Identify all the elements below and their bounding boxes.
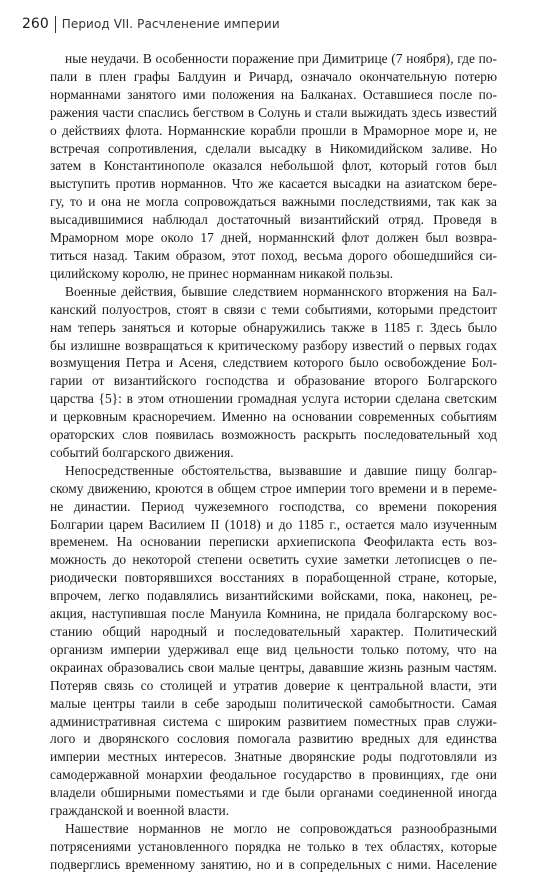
running-head-title: Период VII. Расчленение империи (61, 17, 280, 31)
text-line: Нашествие норманнов не могло не сопровождаться разнообразными (65, 820, 497, 836)
text-line: самодержавной монархии феодальное государство в провинциях, где они (50, 767, 497, 783)
text-line: окраинах образовались свои малые центры, дававшие жизнь разным частям. (50, 659, 497, 675)
text-line: гу, то и она не могла сопровождаться важными последствиями, так как за (50, 194, 497, 210)
text-line: затем в Константинополе оказался небольшой флот, который готов был (50, 158, 497, 174)
text-line: станию общий народный и последовательный характер. Политический (50, 624, 497, 639)
paragraph (50, 820, 497, 874)
text-line: царства {5}: в этом отношении громадная услуга истории сделана светским (50, 391, 497, 407)
paragraph (50, 283, 497, 462)
text-line: ораторских слов появилась возможность раскрыть последовательный ход (50, 427, 497, 443)
running-head (22, 14, 500, 34)
text-line: малые центры таили в себе зародыш политической самобытности. Самая (50, 695, 497, 711)
text-line: лого и дворянского сословия помогала развитию вредных для единства (50, 731, 497, 747)
text-line: можность до некоторой степени осветить сухие заметки летописцев о пе- (50, 552, 497, 568)
text-line: впрочем, легко подавлялись византийскими войсками, пока, наконец, ре- (50, 588, 497, 604)
text-line: высадившимися наблюдал достаточный византийский отряд. Проведя в (50, 212, 497, 228)
text-line: не династии. Период чужеземного господства, со времени покорения (50, 498, 497, 514)
text-line: выступить против норманнов. Что же касается высадки на азиатском бере- (50, 176, 497, 192)
text-line: акция, наступившая после Мануила Комнина, не придала болгарскому вос- (50, 606, 497, 622)
header-divider (55, 16, 56, 33)
text-line: Болгарии царем Василием II (1018) и до 1185 г., остается мало изученным (50, 516, 497, 532)
text-line: империи местных интересов. Знатные дворянские роды подготовляли из (50, 749, 497, 765)
text-line: административная система с широким развитием поместных прав служи- (50, 713, 497, 729)
text-line: о действиях флота. Норманнские корабли прошли в Мраморное море и, не (50, 122, 497, 138)
text-line: подверглись временному занятию, но и в сопредельных с ними. Население (50, 856, 497, 872)
text-line: титься назад. Таким образом, этот поход, весьма дорого обошедшийся си- (50, 247, 497, 263)
text-line: ражения части спаслись бегством в Солунь и стали выжидать здесь известий (50, 104, 497, 120)
text-line: событий болгарского движения. (50, 444, 234, 460)
text-line: цилийскому королю, не принес норманнам никакой пользы. (50, 265, 394, 281)
text-line: встречая сопротивления, сделали высадку в Никомидийском заливе. Но (50, 140, 497, 156)
paragraph (50, 50, 497, 283)
text-line: ные неудачи. В особенности поражение при Димитрице (7 ноября), где по- (65, 51, 497, 66)
paragraph (50, 462, 497, 820)
text-line: канский полуостров, стоят в связи с теми событиями, которыми предстоит (50, 301, 497, 317)
text-line: организм империи удерживал еще вид цельности только потому, что на (50, 641, 497, 657)
text-line: гарии от византийского господства и образование второго Болгарского (50, 373, 497, 389)
text-line: бы излишне возвращаться к критическому разбору известий о первых годах (50, 337, 497, 353)
text-line: потрясениями установленного порядка не только в тех областях, которые (50, 838, 497, 854)
text-line: временем. На основании переписки архиепископа Феофилакта есть воз- (50, 534, 497, 550)
text-line: пали в плен графы Балдуин и Ричард, означало окончательную потерю (50, 68, 497, 84)
body-text (50, 50, 497, 874)
page-number: 260 (22, 16, 49, 32)
text-line: Мраморном море около 17 дней, норманнский флот должен был возвра- (50, 230, 497, 246)
text-line: риодически повторявшихся восстаниях в порабощенной стране, которые, (50, 570, 497, 586)
text-line: Военные действия, бывшие следствием норманнского вторжения на Бал- (65, 283, 497, 299)
text-line: скому движению, кроются в общем строе империи того времени и в переме- (50, 480, 497, 496)
text-line: и церковным красноречием. Именно на основании современных событиям (50, 409, 497, 425)
text-line: Потеряв связь со столицей и утратив доверие к центральной власти, эти (50, 677, 497, 693)
text-line: гражданской и военной власти. (50, 803, 230, 819)
text-line: нам теперь заняться и которые обнаружились также в 1185 г. Здесь было (50, 319, 497, 335)
text-line: владели обширными поместьями и где были органами соединенной иногда (50, 785, 497, 801)
text-line: возмущения Петра и Асеня, следствием которого было освобождение Бол- (50, 355, 497, 371)
text-line: Непосредственные обстоятельства, вызвавшие и давшие пищу болгар- (65, 462, 497, 478)
text-line: норманнами занятого ими положения на Балканах. Оставшиеся после по- (50, 86, 497, 102)
